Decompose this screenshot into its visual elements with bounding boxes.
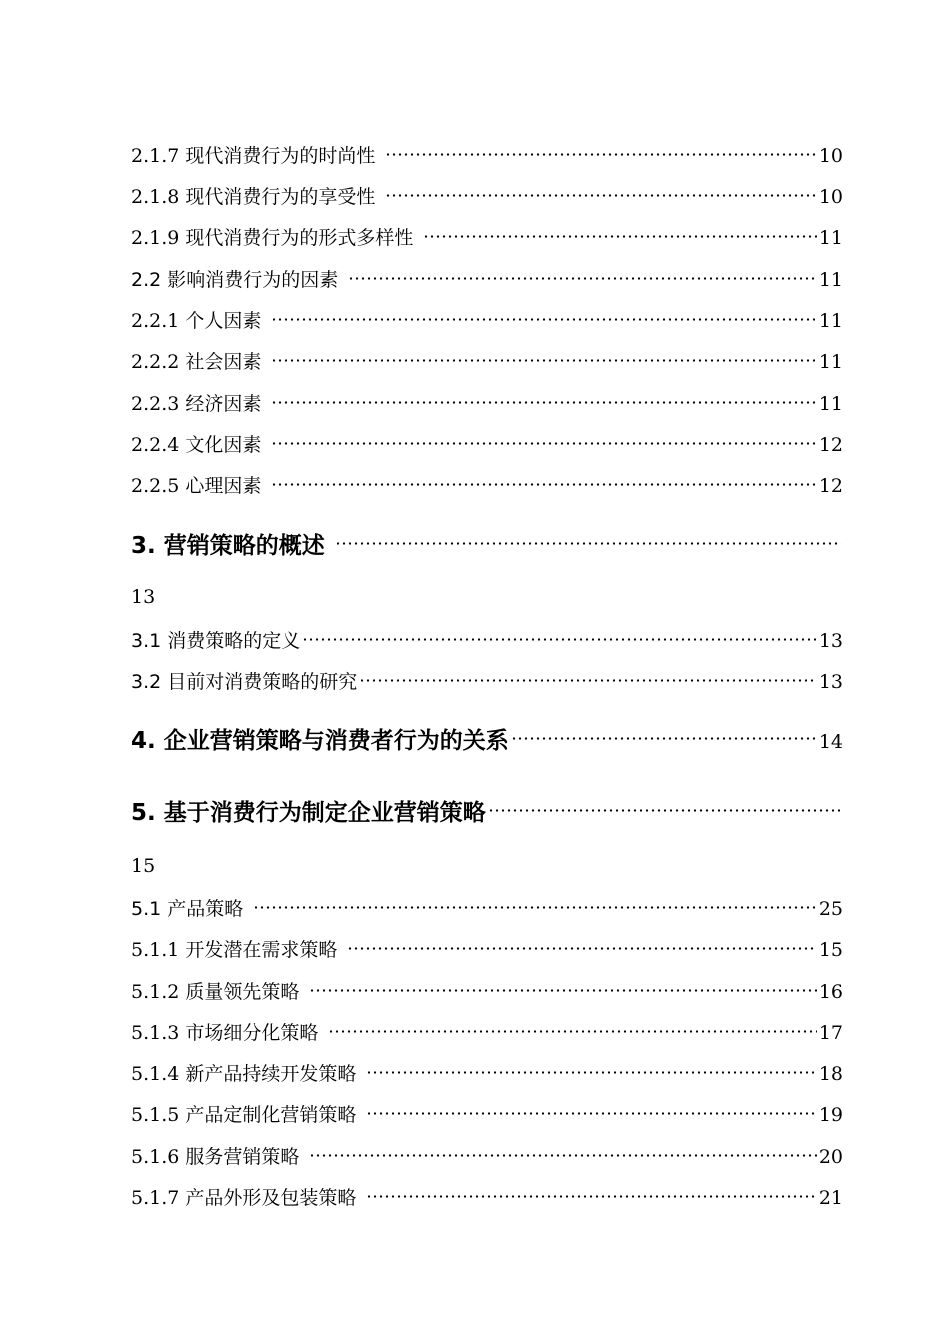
toc-entry [131, 1183, 843, 1210]
toc-entry-page: 10 [818, 145, 843, 167]
toc-entry-label: 5.1.5 产品定制化营销策略 [131, 1104, 357, 1126]
dot-leader [366, 1112, 816, 1115]
toc-chapter [131, 722, 843, 755]
toc-entry-page: 18 [818, 1063, 843, 1085]
toc-entry-label: 5.1.6 服务营销策略 [131, 1146, 300, 1168]
toc-entry-page: 21 [818, 1187, 843, 1209]
dot-leader [271, 483, 816, 486]
toc-entry-label: 2.2.2 社会因素 [131, 351, 262, 373]
toc-entry-page: 25 [818, 898, 843, 920]
dot-leader [302, 638, 817, 641]
dot-leader [348, 277, 817, 280]
toc-entry-page: 13 [818, 630, 843, 652]
toc-entry-label: 2.2.1 个人因素 [131, 310, 262, 332]
toc-entry-label: 5.1.1 开发潜在需求策略 [131, 939, 338, 961]
dot-leader [423, 235, 816, 238]
toc-entry-label: 5.1.2 质量领先策略 [131, 981, 300, 1003]
dot-leader [328, 1030, 816, 1033]
dot-leader [253, 906, 817, 909]
toc-entry [131, 182, 843, 209]
toc-chapter [131, 794, 843, 827]
toc-entry [131, 223, 843, 250]
toc-entry [131, 1142, 843, 1169]
toc-entry-page: 11 [818, 269, 843, 291]
dot-leader [309, 1154, 816, 1157]
toc-entry-label: 5.1.7 产品外形及包装策略 [131, 1187, 357, 1209]
toc-entry-label: 5.1.3 市场细分化策略 [131, 1022, 319, 1044]
dot-leader [271, 401, 816, 404]
toc-entry [131, 935, 843, 962]
toc-entry [131, 265, 843, 292]
toc-entry [131, 141, 843, 168]
toc-entry-page: 20 [818, 1146, 843, 1168]
toc-entry-page: 10 [818, 186, 843, 208]
toc-chapter-page: 13 [131, 586, 156, 608]
toc-entry [131, 894, 843, 921]
dot-leader [385, 153, 816, 156]
dot-leader [271, 359, 816, 362]
dot-leader [385, 194, 816, 197]
toc-entry-label: 3.2 目前对消费策略的研究 [131, 671, 358, 693]
toc-entry-label: 3.1 消费策略的定义 [131, 630, 301, 652]
toc-entry [131, 389, 843, 416]
toc-entry-label: 2.1.9 现代消费行为的形式多样性 [131, 227, 414, 249]
toc-chapter-label: 3. 营销策略的概述 [131, 533, 325, 559]
toc-entry-page: 11 [818, 310, 843, 332]
toc-entry-page: 15 [818, 939, 843, 961]
toc-entry-page: 11 [818, 227, 843, 249]
toc-entry-page: 12 [818, 475, 843, 497]
toc-chapter-label: 4. 企业营销策略与消费者行为的关系 [131, 728, 509, 754]
toc-entry [131, 306, 843, 333]
toc-entry-label: 2.2 影响消费行为的因素 [131, 269, 339, 291]
toc-entry-label: 5.1 产品策略 [131, 898, 244, 920]
toc-entry-page: 19 [818, 1104, 843, 1126]
dot-leader [271, 318, 816, 321]
toc-entry-page: 11 [818, 351, 843, 373]
dot-leader [511, 737, 817, 740]
toc-entry-page: 12 [818, 434, 843, 456]
toc-entry [131, 430, 843, 457]
toc-entry-label: 2.2.4 文化因素 [131, 434, 262, 456]
toc-entry [131, 667, 843, 694]
toc-entry [131, 1018, 843, 1045]
toc-entry [131, 626, 843, 653]
toc-entry-label: 2.1.8 现代消费行为的享受性 [131, 186, 376, 208]
dot-leader [488, 809, 841, 812]
dot-leader [335, 542, 841, 545]
toc-entry [131, 977, 843, 1004]
dot-leader [359, 679, 817, 682]
toc-entry-page: 13 [818, 671, 843, 693]
toc-entry-label: 2.2.3 经济因素 [131, 393, 262, 415]
dot-leader [366, 1071, 816, 1074]
toc-entry-label: 5.1.4 新产品持续开发策略 [131, 1063, 357, 1085]
toc-chapter-page: 14 [818, 731, 843, 753]
dot-leader [309, 989, 816, 992]
toc-chapter [131, 527, 843, 560]
toc-chapter-label: 5. 基于消费行为制定企业营销策略 [131, 800, 486, 826]
toc-entry [131, 1100, 843, 1127]
toc-entry-label: 2.1.7 现代消费行为的时尚性 [131, 145, 376, 167]
toc-chapter-page: 15 [131, 855, 156, 877]
toc-entry [131, 347, 843, 374]
toc-entry-page: 16 [818, 981, 843, 1003]
toc-entry-page: 17 [818, 1022, 843, 1044]
dot-leader [366, 1195, 816, 1198]
dot-leader [271, 442, 816, 445]
toc-entry-label: 2.2.5 心理因素 [131, 475, 262, 497]
toc-entry-page: 11 [818, 393, 843, 415]
toc-entry [131, 471, 843, 498]
dot-leader [347, 947, 816, 950]
toc-entry [131, 1059, 843, 1086]
